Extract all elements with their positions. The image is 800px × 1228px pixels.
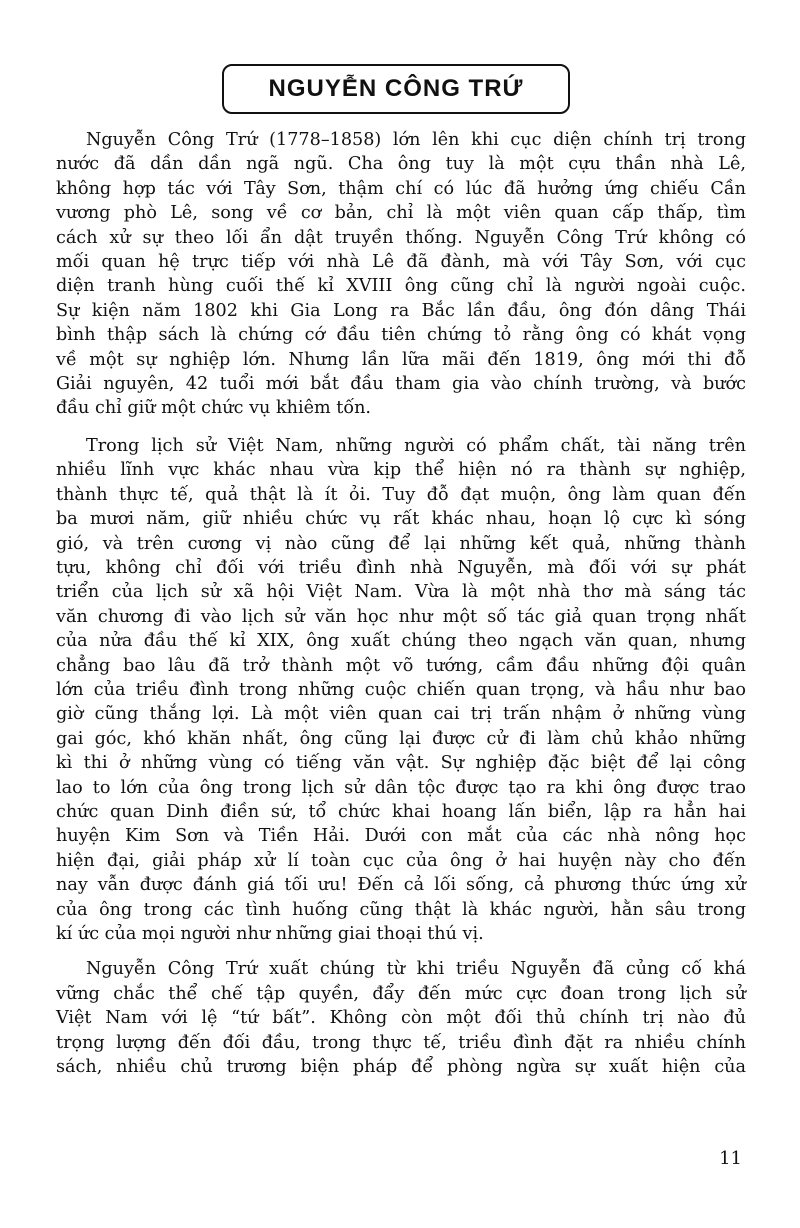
text-line: tựu, không chỉ đối với triều đình nhà Nguyễn, mà đối với sự phát — [56, 557, 746, 578]
paragraph-1 — [56, 128, 746, 421]
text-line: diện tranh hùng cuối thế kỉ XVIII ông cũng chỉ là người ngoài cuộc. — [56, 276, 746, 297]
text-line: lớn của triều đình trong những cuộc chiến quan trọng, và hầu như bao — [56, 679, 746, 700]
text-line: thành thực tế, quả thật là ít ỏi. Tuy đỗ đạt muộn, ông làm quan đến — [56, 484, 746, 505]
text-line: Nguyễn Công Trứ xuất chúng từ khi triều Nguyễn đã củng cố khá — [86, 959, 746, 980]
text-line: vương phò Lê, song về cơ bản, chỉ là một viên quan cấp thấp, tìm — [56, 203, 746, 224]
text-line: nhiều lĩnh vực khác nhau vừa kịp thể hiện nó ra thành sự nghiệp, — [56, 460, 746, 481]
text-line: chẳng bao lâu đã trở thành một võ tướng, cầm đầu những đội quân — [56, 655, 746, 676]
chapter-title: NGUYỄN CÔNG TRỨ — [268, 75, 524, 102]
text-line: Trong lịch sử Việt Nam, những người có phẩm chất, tài năng trên — [86, 435, 746, 456]
text-line: Sự kiện năm 1802 khi Gia Long ra Bắc lần đầu, ông đón dâng Thái — [56, 300, 746, 321]
text-line: về một sự nghiệp lớn. Nhưng lần lữa mãi đến 1819, ông mới thi đỗ — [56, 349, 746, 370]
text-line: triển của lịch sử xã hội Việt Nam. Vừa là một nhà thơ mà sáng tác — [56, 582, 746, 603]
text-line: gai góc, khó khăn nhất, ông cũng lại được cử đi làm chủ khảo những — [56, 728, 746, 749]
text-line: cách xử sự theo lối ẩn dật truyền thống. Nguyễn Công Trứ không có — [56, 227, 746, 248]
text-line: ba mươi năm, giữ nhiều chức vụ rất khác nhau, hoạn lộ cực kì sóng — [56, 509, 746, 530]
text-line: kì thi ở những vùng có tiếng văn vật. Sự nghiệp đặc biệt để lại công — [56, 753, 746, 774]
text-line: kí ức của mọi người như những giai thoại thú vị. — [56, 924, 484, 944]
text-line: vững chắc thể chế tập quyền, đẩy đến mức cực đoan trong lịch sử — [56, 983, 746, 1004]
paragraph-2 — [56, 434, 746, 947]
text-line: bình thập sách là chứng cớ đầu tiên chứng tỏ rằng ông có khát vọng — [56, 325, 746, 346]
text-line: gió, và trên cương vị nào cũng để lại những kết quả, những thành — [56, 533, 746, 554]
text-line: không hợp tác với Tây Sơn, thậm chí có lúc đã hưởng ứng chiếu Cần — [56, 178, 746, 199]
text-line: trọng lượng đến đối đầu, trong thực tế, triều đình đặt ra nhiều chính — [56, 1032, 746, 1053]
text-line: của nửa đầu thế kỉ XIX, ông xuất chúng theo ngạch văn quan, nhưng — [56, 631, 746, 652]
text-line: sách, nhiều chủ trương biện pháp để phòng ngừa sự xuất hiện của — [56, 1057, 746, 1078]
text-line: Việt Nam với lệ “tứ bất”. Không còn một đối thủ chính trị nào đủ — [56, 1008, 746, 1029]
text-line: nước đã dần dần ngã ngũ. Cha ông tuy là một cựu thần nhà Lê, — [56, 154, 746, 175]
text-line: hiện đại, giải pháp xử lí toàn cục của ông ở hai huyện này cho đến — [56, 850, 746, 871]
text-line: Nguyễn Công Trứ (1778–1858) lớn lên khi cục diện chính trị trong — [86, 130, 746, 150]
title-box — [222, 64, 570, 114]
text-line: của ông trong các tình huống cũng thật là khác người, hằn sâu trong — [56, 899, 746, 920]
text-line: văn chương đi vào lịch sử văn học như một số tác giả quan trọng nhất — [56, 606, 746, 627]
text-line: lao to lớn của ông trong lịch sử dân tộc được tạo ra khi ông được trao — [56, 777, 746, 798]
text-line: mối quan hệ trực tiếp với nhà Lê đã đành, mà với Tây Sơn, với cục — [56, 252, 746, 273]
text-line: nay vẫn được đánh giá tối ưu! Đến cả lối sống, cả phương thức ứng xử — [56, 875, 746, 896]
page-number: 11 — [719, 1148, 742, 1169]
text-line: chức quan Dinh điền sứ, tổ chức khai hoang lấn biển, lập ra hẳn hai — [56, 801, 746, 822]
body-text — [56, 128, 746, 1079]
paragraph-3 — [56, 957, 746, 1079]
text-line: Giải nguyên, 42 tuổi mới bắt đầu tham gia vào chính trường, và bước — [56, 374, 746, 395]
text-line: giờ cũng thắng lợi. Là một viên quan cai trị trấn nhậm ở những vùng — [56, 704, 746, 725]
text-line: đầu chỉ giữ một chức vụ khiêm tốn. — [56, 398, 372, 419]
text-line: huyện Kim Sơn và Tiền Hải. Dưới con mắt của các nhà nông học — [56, 826, 746, 847]
